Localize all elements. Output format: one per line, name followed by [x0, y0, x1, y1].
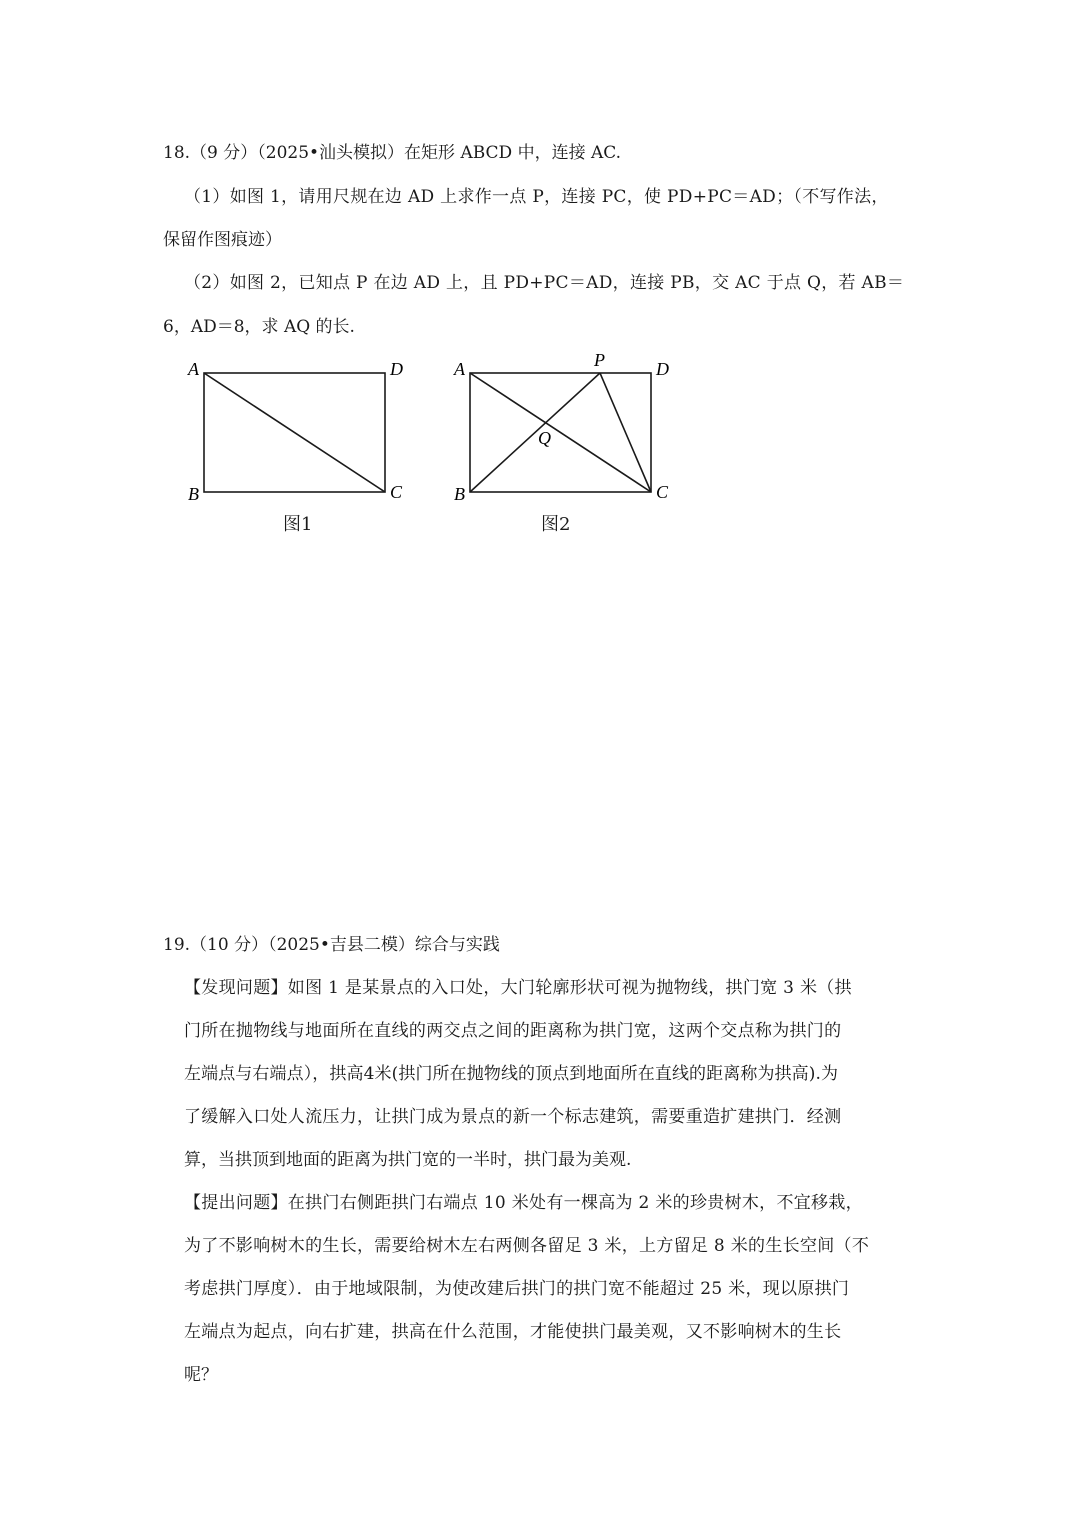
fig1-label-a: A — [188, 359, 199, 379]
fig2-caption: 图2 — [541, 514, 571, 535]
q19-para1-line5: 算，当拱顶到地面的距离为拱门宽的一半时，拱门最为美观. — [184, 1150, 632, 1170]
fig1-label-b: B — [188, 484, 199, 504]
q18-part2-line1: （2）如图 2，已知点 P 在边 AD 上，且 PD+PC＝AD，连接 PB，交 AC 于点 Q，若 AB＝ — [184, 273, 905, 293]
q19-para1-line1: 【发现问题】如图 1 是某景点的入口处，大门轮廓形状可视为抛物线，拱门宽 3 米（拱 — [184, 978, 852, 998]
q18-part2-line2: 6，AD＝8，求 AQ 的长. — [163, 317, 355, 337]
q19-para2-line1: 【提出问题】在拱门右侧距拱门右端点 10 米处有一棵高为 2 米的珍贵树木，不宜移栽， — [184, 1193, 863, 1213]
q18-part1-line2: 保留作图痕迹） — [163, 230, 282, 250]
fig2-segment-pc — [600, 373, 651, 492]
q19-para1-line3: 左端点与右端点），拱高4米(拱门所在抛物线的顶点到地面所在直线的距离称为拱高).为 — [184, 1064, 839, 1084]
fig2-label-d: D — [656, 359, 669, 379]
q19-para2-line2: 为了不影响树木的生长，需要给树木左右两侧各留足 3 米，上方留足 8 米的生长空间（不 — [184, 1236, 870, 1256]
fig1-diagonal-ac — [204, 373, 385, 492]
fig1-label-c: C — [390, 482, 403, 502]
fig2-label-p: P — [594, 350, 605, 370]
fig2-segment-pb — [470, 373, 600, 492]
q19-para2-line4: 左端点为起点，向右扩建，拱高在什么范围，才能使拱门最美观，又不影响树木的生长 — [184, 1322, 842, 1342]
q19-para2-line5: 呢？ — [184, 1365, 218, 1385]
q18-heading: 18.（9 分）（2025•汕头模拟）在矩形 ABCD 中，连接 AC. — [163, 143, 622, 163]
q19-heading: 19.（10 分）（2025•吉县二模）综合与实践 — [163, 935, 500, 955]
fig2-label-q: Q — [538, 428, 551, 448]
fig2-label-a: A — [454, 359, 465, 379]
fig2-label-c: C — [656, 482, 669, 502]
q19-para1-line2: 门所在抛物线与地面所在直线的两交点之间的距离称为拱门宽，这两个交点称为拱门的 — [184, 1021, 842, 1041]
q18-part1-line1: （1）如图 1，请用尺规在边 AD 上求作一点 P，连接 PC，使 PD+PC＝AD；（不写作法， — [184, 187, 889, 207]
fig2-label-b: B — [454, 484, 465, 504]
q19-para1-line4: 了缓解入口处人流压力，让拱门成为景点的新一个标志建筑，需要重造扩建拱门．经测 — [184, 1107, 842, 1127]
fig2-diagonal-ac — [470, 373, 651, 492]
q19-para2-line3: 考虑拱门厚度）．由于地域限制，为使改建后拱门的拱门宽不能超过 25 米，现以原拱门 — [184, 1279, 850, 1299]
fig1-label-d: D — [390, 359, 403, 379]
fig1-caption: 图1 — [283, 514, 313, 535]
